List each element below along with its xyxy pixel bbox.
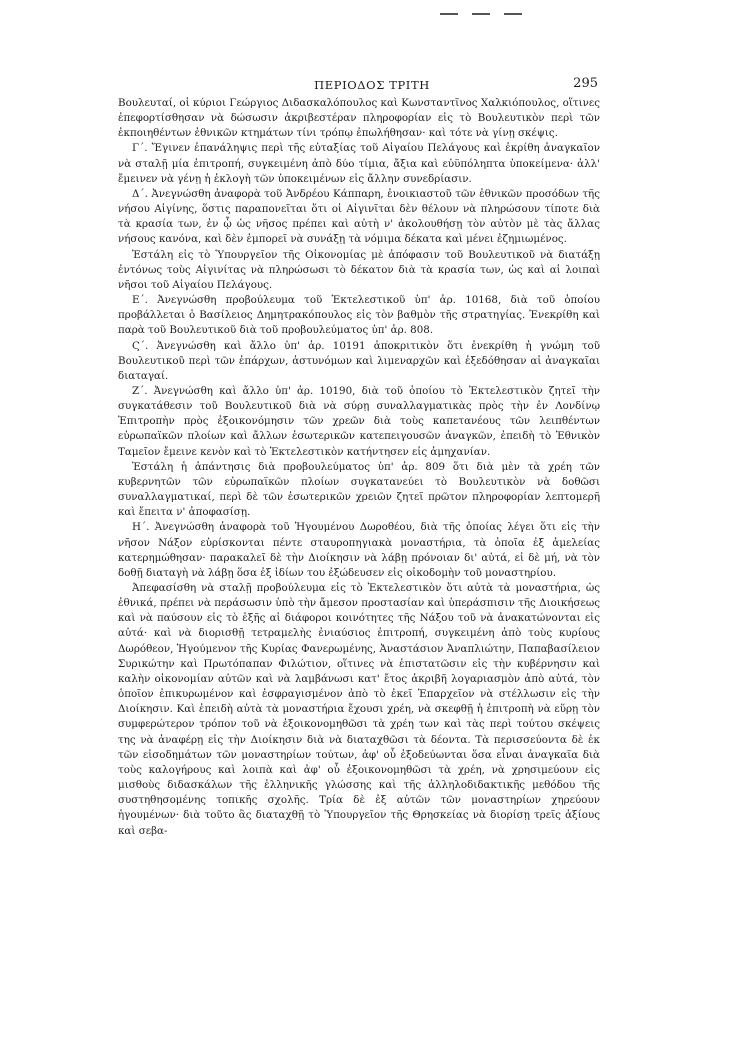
paragraph: Ἐστάλη ἡ ἀπάντησις διὰ προβουλεύματος ὑπ' ἀρ. 809 ὅτι διὰ μὲν τὰ χρέη τῶν κυβερνητῶν τῶν εὐρωπαϊκῶν πλοίων συγκατανεύει τὸ Βουλευτικὸν νὰ δοθῶσι συναλλαγματικαί, περὶ δὲ τῶν ἐσωτερικῶν χρειῶν ζητεῖ πρῶτον πληροφορίαν λεπτομερῆ καὶ ἔπειτα ν' ἀποφασίσῃ. [118, 460, 600, 519]
page-number: 295 [573, 76, 598, 91]
paragraph: Ϛ΄. Ἀνεγνώσθη καὶ ἄλλο ὑπ' ἀρ. 10191 ἀποκριτικὸν ὅτι ἐνεκρίθη ἡ γνώμη τοῦ Βουλευτικοῦ περὶ τῶν ἐπάρχων, ἀστυνόμων καὶ λιμεναρχῶν καὶ ἐξεδόθησαν αἱ ἀναγκαῖαι διαταγαί. [118, 339, 600, 382]
paragraph: Ἐστάλη εἰς τὸ Ὑπουργεῖον τῆς Οἰκονομίας μὲ ἀπόφασιν τοῦ Βουλευτικοῦ νὰ διατάξῃ ἐντόνως τοὺς Αἰγινίτας νὰ πληρώσωσι τὸ δέκατον διὰ τὰ κρασία των, ὡς καὶ αἱ λοιπαὶ νῆσοι τοῦ Αἰγαίου Πελάγους. [118, 248, 600, 291]
scan-mark [440, 13, 458, 15]
running-head: ΠΕΡΙΟΔΟΣ ΤΡΙΤΗ [314, 78, 430, 92]
page-header [0, 76, 744, 96]
scan-mark [504, 13, 522, 15]
scan-edge-marks [440, 0, 580, 3]
body-text [118, 96, 600, 839]
paragraph: Γ΄. Ἔγινεν ἐπανάληψις περὶ τῆς εὐταξίας τοῦ Αἰγαίου Πελάγους καὶ ἐκρίθη ἀναγκαῖον νὰ σταλῇ μία ἐπιτροπή, συγκειμένη ἀπὸ δύο τίμια, ἄξια καὶ εὐϋπόληπτα ὑποκείμενα· ἀλλ' ἔμεινεν νὰ γένῃ ἡ ἐκλογὴ τῶν ὑποκειμένων εἰς ἄλλην συνεδρίασιν. [118, 142, 600, 185]
paragraph: Ζ΄. Ἀνεγνώσθη καὶ ἄλλο ὑπ' ἀρ. 10190, διὰ τοῦ ὁποίου τὸ Ἐκτελεστικὸν ζητεῖ τὴν συγκατάθεσιν τοῦ Βουλευτικοῦ διὰ νὰ σύρῃ συναλλαγματικὰς πρὸς τὴν ἐν Λονδίνῳ Ἐπιτροπὴν πρὸς ἐξοικονόμησιν τῶν χρεῶν διὰ τοὺς καπετανέους τῶν λειπθέντων εὐρωπαϊκῶν πλοίων καὶ ἄλλων ἐσωτερικῶν κατεπειγουσῶν ἀναγκῶν, ἐπειδὴ τὸ Ἐθνικὸν Ταμεῖον ἔμεινε κενὸν καὶ τὸ Ἐκτελεστικὸν κατήντησεν εἰς ἀμηχανίαν. [118, 384, 600, 458]
scan-mark [472, 13, 490, 15]
paragraph: Δ΄. Ἀνεγνώσθη ἀναφορὰ τοῦ Ἀνδρέου Κάππαρη, ἐνοικιαστοῦ τῶν ἐθνικῶν προσόδων τῆς νήσου Αἰγίνης, ὅστις παραπονεῖται ὅτι οἱ Αἰγινῖται δὲν θέλουν νὰ πληρώσουν τίποτε διὰ τὰ κρασία των, ἐν ᾧ ὡς νῆσος πρέπει καὶ αὐτὴ ν' ἀκολουθήσῃ τὸν αὐτὸν μὲ τὰς ἄλλας νήσους κανόνα, καὶ δὲν ἐμπορεῖ νὰ συνάξῃ τὰ νόμιμα δέκατα καὶ μένει ἐζημιωμένος. [118, 187, 600, 246]
paragraph: Ἀπεφασίσθη νὰ σταλῇ προβούλευμα εἰς τὸ Ἐκτελεστικὸν ὅτι αὐτὰ τὰ μοναστήρια, ὡς ἐθνικά, πρέπει νὰ περάσωσιν ὑπὸ τὴν ἄμεσον προστασίαν καὶ ὑπεράσπισιν τῆς Διοικήσεως καὶ νὰ παύσουν εἰς τὸ ἑξῆς αἱ διάφοροι κοινότητες τῆς Νάξου τοῦ νὰ ἀνακατώνονται εἰς αὐτά· καὶ νὰ διορισθῇ τετραμελὴς ἐνιαύσιος ἐπιτροπή, συγκειμένη ἀπὸ τοὺς κυρίους Δωρόθεον, Ἡγούμενον τῆς Κυρίας Φανερωμένης, Ἀναστάσιον Ἀναπλιώτην, Παπαβασίλειον Συρικώτην καὶ Πρωτόπαπαν Φιλώτιον, οἵτινες νὰ ἐπιστατῶσιν εἰς τὴν κυβέρνησιν καὶ καλὴν οἰκονομίαν αὐτῶν καὶ νὰ λαμβάνωσι κατ' ἔτος ἀκριβῆ λογαριασμὸν ἀπὸ αὐτά, τὸν ὁποῖον ἐπικυρωμένον καὶ ἐσφραγισμένον ἀπὸ τὸ ἐκεῖ Ἐπαρχεῖον νὰ στέλλωσιν εἰς τὴν Διοίκησιν. Καὶ ἐπειδὴ αὐτὰ τὰ μοναστήρια ἔχουσι χρέη, νὰ σκεφθῇ ἡ ἐπιτροπὴ νὰ εὕρῃ τὸν συμφερώτερον τρόπον τοῦ νὰ ἐξοικονομηθῶσι τὰ χρέη των καὶ τὰς περὶ τούτου σκέψεις της νὰ ἀναφέρῃ εἰς τὴν Διοίκησιν διὰ νὰ διαταχθῶσι τὰ δέοντα. Τὰ περισσεύοντα δὲ ἐκ τῶν εἰσοδημάτων τῶν μοναστηρίων τούτων, ἀφ' οὗ ἐξοδεύωνται ὅσα εἶναι ἀναγκαῖα διὰ τοὺς καλογήρους καὶ λοιπὰ καὶ ἀφ' οὗ ἐξοικονομηθῶσι τὰ χρέη, νὰ χρησιμεύουν εἰς μισθοὺς διδασκάλων τῆς ἑλληνικῆς γλώσσης καὶ τῆς ἀλληλοδιδακτικῆς μεθόδου τῆς συστηθησομένης τοπικῆς σχολῆς. Τρία δὲ ἐξ αὐτῶν τῶν μοναστηρίων χηρεύουν ἡγουμένων· διὰ τοῦτο ἂς διαταχθῇ τὸ Ὑπουργεῖον τῆς Θρησκείας νὰ διορίσῃ τρεῖς ἀξίους καὶ σεβα- [118, 582, 600, 837]
paragraph: Ε΄. Ἀνεγνώσθη προβούλευμα τοῦ Ἐκτελεστικοῦ ὑπ' ἀρ. 10168, διὰ τοῦ ὁποίου προβάλλεται ὁ Βασίλειος Δημητρακόπουλος εἰς τὸν βαθμὸν τῆς στρατηγίας. Ἐνεκρίθη καὶ παρὰ τοῦ Βουλευτικοῦ διὰ τοῦ προβουλεύματος ὑπ' ἀρ. 808. [118, 294, 600, 337]
paragraph: Η΄. Ἀνεγνώσθη ἀναφορὰ τοῦ Ἡγουμένου Δωροθέου, διὰ τῆς ὁποίας λέγει ὅτι εἰς τὴν νῆσον Νάξον εὑρίσκονται πέντε σταυροπηγιακὰ μοναστήρια, τὰ ὁποῖα ἐξ ἀμελείας κατερημώθησαν· παρακαλεῖ δὲ τὴν Διοίκησιν νὰ λάβῃ πρόνοιαν δι' αὐτά, εἰ δὲ μή, νὰ τὸν δοθῇ διαταγὴ νὰ λάβῃ ὅσα ἐξ ἰδίων του ἐξώδευσεν εἰς οἰκοδομὴν τοῦ μοναστηρίου. [118, 521, 600, 579]
paragraph: Βουλευταί, οἱ κύριοι Γεώργιος Διδασκαλόπουλος καὶ Κωνσταντῖνος Χαλκιόπουλος, οἵτινες ἐπεφορτίσθησαν νὰ δώσωσιν ἀκριβεστέραν πληροφορίαν εἰς τὸ Βουλευτικὸν περὶ τῶν ἐκποιηθέντων ἐθνικῶν κτημάτων τίνι τρόπῳ ἐπωλήθησαν· καὶ τότε νὰ γίνῃ σκέψις. [118, 97, 600, 140]
